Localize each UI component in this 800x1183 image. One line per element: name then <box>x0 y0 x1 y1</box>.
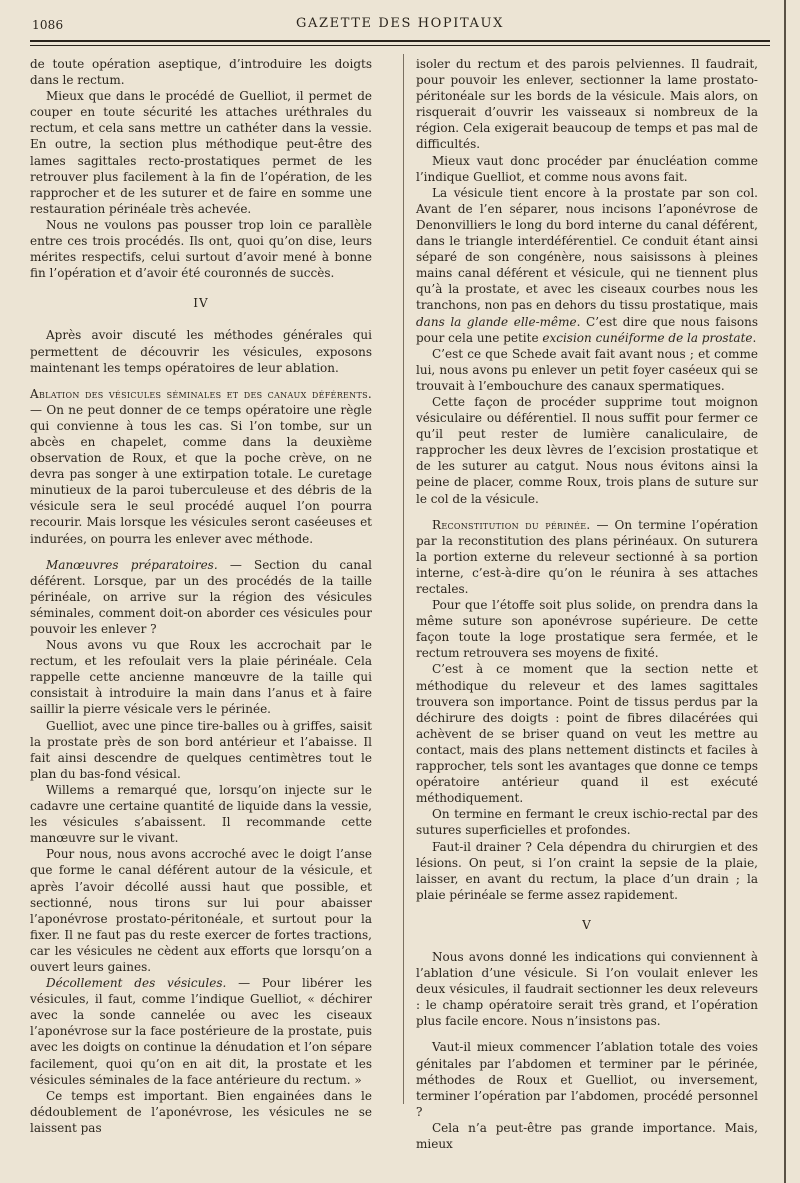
paragraph: isoler du rectum et des parois pelviennes. Il faudrait, pour pouvoir les enlever, sectionner la lame prostato-péritonéale sur les bords de la vésicule. Mais alors, on risquerait d’ouvrir les vaisseaux si nombreux de la région. Cela exigerait beaucoup de temps et pas mal de difficultés. <box>416 57 758 152</box>
paragraph: Mieux vaut donc procéder par énucléation comme l’indique Guelliot, et comme nous avons fait. <box>416 153 758 184</box>
section-heading-v: V <box>582 917 592 932</box>
paragraph: Cette façon de procéder supprime tout moignon vésiculaire ou déférentiel. Il nous suffit pour fermer ce qu’il peut rester de lumière canaliculaire, de rapprocher les deux lèvres de l’excision prostatique et de les suturer au catgut. Nous nous évitons ainsi la peine de placer, comme Roux, trois plans de suture sur le col de la vésicule. <box>416 394 758 506</box>
paragraph: Après avoir discuté les méthodes générales qui permettent de découvrir les vésicules, exposons maintenant les temps opératoires de leur ablation. <box>30 328 372 375</box>
paragraph: Nous avons vu que Roux les accrochait par le rectum, et les refoulait vers la plaie périnéale. Cela rappelle cette ancienne manœuvre de la taille qui consistait à introduire la main dans l’anus et à faire saillir la pierre vésicale vers le périnée. <box>30 638 372 717</box>
subheading-manoeuvres: Manœuvres préparatoires. <box>46 557 218 572</box>
paragraph: Nous avons donné les indications qui conviennent à l’ablation d’une vésicule. Si l’on voulait enlever les deux vésicules, il faudrait sectionner les deux releveurs : le champ opératoire serait très grand, et l’opération plus facile encore. Nous n’insistons pas. <box>416 949 758 1029</box>
paragraph: C’est ce que Schede avait fait avant nous ; et comme lui, nous avons pu enlever un petit foyer caséeux qui se trouvait à l’embouchure des canaux spermatiques. <box>416 346 758 393</box>
paragraph: Cela n’a peut-être pas grande importance. Mais, mieux <box>416 1120 758 1151</box>
section-heading-iv: IV <box>193 296 209 311</box>
paragraph: Vaut-il mieux commencer l’ablation totale des voies génitales par l’abdomen et terminer par le périnée, méthodes de Roux et Guelliot, ou inversement, terminer l’opération par l’abdomen, procédé personnel ? <box>416 1040 758 1119</box>
paragraph: Guelliot, avec une pince tire-balles ou à griffes, saisit la prostate près de son bord antérieur et l’abaisse. Il fait ainsi descendre de quelques centimètres tout le plan du bas-fond vésical. <box>30 718 372 781</box>
paragraph: Manœuvres préparatoires. — Section du canal déférent. Lorsque, par un des procédés de la taille périnéale, on arrive sur la région des vésicules séminales, comment doit-on aborder ces vésicules pour pouvoir les enlever ? <box>30 557 373 636</box>
paragraph: Décollement des vésicules. — Pour libérer les vésicules, il faut, comme l’indique Guelliot, « déchirer avec la sonde cannelée ou avec les ciseaux l’aponévrose sur la face postérieure de la prostate, puis avec les doigts on continue la dénudation et l’on sépare facilement, quoi qu’on en ait dit, la prostate et les vésicules séminales de la face antérieure du rectum. » <box>30 976 372 1087</box>
subheading-reconstitution: Reconstitution du périnée. <box>432 517 591 532</box>
page-number: 1086 <box>32 18 64 32</box>
subheading-decollement: Décollement des vésicules. <box>46 976 227 991</box>
paragraph: Willems a remarqué que, lorsqu’on injecte sur le cadavre une certaine quantité de liquide dans la vessie, les vésicules s’abaissent. Il recommande cette manœuvre sur le vivant. <box>30 782 372 846</box>
paragraph: Ablation des vésicules séminales et des canaux déférents. — On ne peut donner de ce temps opératoire une règle qui convienne à tous les cas. Si l’on tombe, sur un abcès en chapelet, comme dans la deuxième observation de Roux, et que la poche crève, on ne devra pas songer à une extirpation totale. Le curetage minutieux de la paroi tuberculeuse et des débris de la vésicule sera le seul procédé auquel l’on pourra recourir. Mais lorsque les vésicules seront caséeuses et indurées, on pourra les enlever avec méthode. <box>30 386 372 546</box>
right-column <box>416 56 758 1152</box>
paragraph: Mieux que dans le procédé de Guelliot, il permet de couper en toute sécurité les attaches uréthrales du rectum, et cela sans mettre un cathéter dans la vessie. En outre, la section plus méthodique peut-être des lames sagittales recto-prostatiques permet de les retrouver plus facilement à la fin de l’opération, de les rapprocher et de les suturer et de faire en somme une restauration périnéale très achevée. <box>30 89 372 216</box>
paragraph: Ce temps est important. Bien engainées dans le dédoublement de l’aponévrose, les vésicules ne se laissent pas <box>30 1088 372 1135</box>
running-title: GAZETTE DES HOPITAUX <box>296 16 504 31</box>
paragraph: Pour nous, nous avons accroché avec le doigt l’anse que forme le canal déférent autour de la vésicule, et après l’avoir décollé aussi haut que possible, et sectionné, nous tirons sur lui pour abaisser l’aponévrose prostato-péritonéale, et surtout pour la fixer. Il ne faut pas du reste exercer de fortes tractions, car les vésicules ne cèdent aux efforts que lorsqu’on a ouvert leurs gaines. <box>30 847 372 974</box>
paragraph: Nous ne voulons pas pousser trop loin ce parallèle entre ces trois procédés. Ils ont, quoi qu’on dise, leurs mérites respectifs, celui surtout d’avoir mené à bonne fin l’opération et d’avoir été couronnés de succès. <box>30 217 372 281</box>
subheading-ablation: Ablation des vésicules séminales et des canaux déférents. <box>30 386 372 401</box>
paragraph: On termine en fermant le creux ischio-rectal par des sutures superficielles et profondes. <box>416 807 758 838</box>
header-rule-thin <box>30 45 770 46</box>
paragraph: La vésicule tient encore à la prostate par son col. Avant de l’en séparer, nous incisons l’aponévrose de Denonvilliers le long du bord interne du canal déférent, dans le triangle interdéférentiel. Ce conduit étant ainsi séparé de son congénère, nous saisissons à pleines mains canal déférent et vésicule, qui ne tiennent plus qu’à la prostate, et avec les ciseaux courbes nous les tranchons, non pas en dehors du tissu prostatique, mais dans la glande elle-même. C’est dire que nous faisons pour cela une petite excision cunéiforme de la prostate. <box>416 185 758 345</box>
binding-margin-rule <box>784 0 786 1183</box>
left-column <box>30 56 372 1136</box>
paragraph: Reconstitution du périnée. — On termine l’opération par la reconstitution des plans périnéaux. On suturera la portion externe du releveur sectionné à sa portion interne, c’est-à-dire qu’on le réunira à ses attaches rectales. <box>416 517 758 596</box>
page-header <box>30 14 770 38</box>
paragraph: Faut-il drainer ? Cela dépendra du chirurgien et des lésions. On peut, si l’on craint la sepsie de la plaie, laisser, en avant du rectum, la place d’un drain ; la plaie périnéale se ferme assez rapidement. <box>416 839 758 902</box>
column-divider <box>403 54 404 1104</box>
paragraph: C’est à ce moment que la section nette et méthodique du releveur et des lames sagittales trouvera son importance. Point de tissus perdus par la déchirure des doigts : point de fibres dilacérées qui achèvent de se briser quand on veut les mettre au contact, mais des plans nettement distincts et faciles à rapprocher, tels sont les avantages que donne ce temps opératoire antérieur quand il est exécuté méthodiquement. <box>416 662 758 806</box>
paragraph: Pour que l’étoffe soit plus solide, on prendra dans la même suture son aponévrose supérieure. De cette façon toute la loge prostatique sera fermée, et le rectum retrouvera ses moyens de fixité. <box>416 598 758 661</box>
paragraph: de toute opération aseptique, d’introduire les doigts dans le rectum. <box>30 57 372 88</box>
header-rule-thick <box>30 40 770 42</box>
